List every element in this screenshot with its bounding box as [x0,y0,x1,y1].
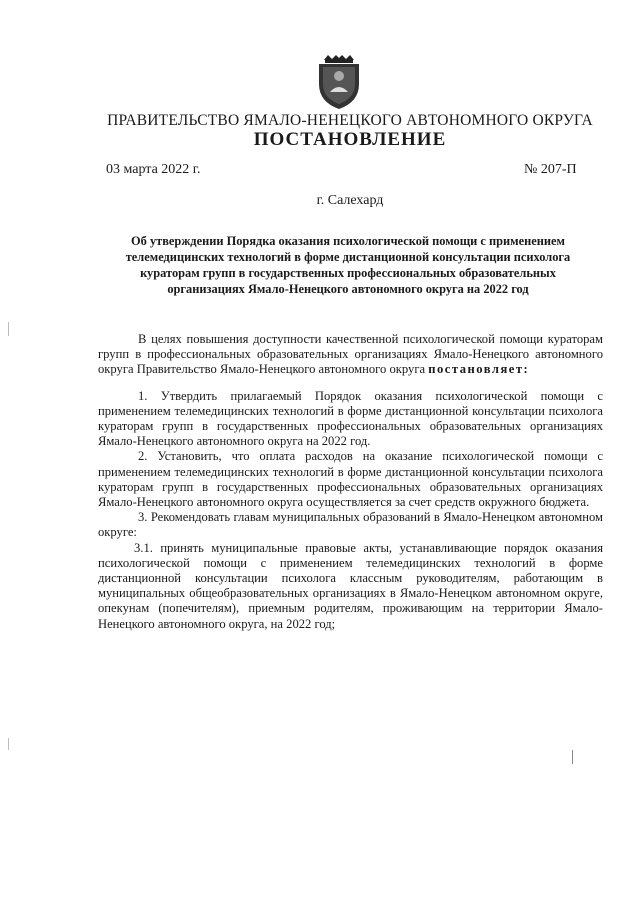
coat-of-arms-icon [316,54,362,110]
paragraph-1: 1. Утвердить прилагаемый Порядок оказания психологической помощи с применением телемедицинских технологий в форме дистанционной консультации психолога кураторам групп в государственных профессиональных образовательных организациях Ямало-Ненецкого автономного округа на 2022 год. [98,388,603,449]
resolves-word: постановляет: [428,362,530,377]
paragraph-3-1: 3.1. принять муниципальные правовые акты, устанавливающие порядок оказания психологической помощи с применением телемедицинских технологий в форме дистанционной консультации психолога классным руководителям, работающим в муниципальных общеобразовательных организациях в Ямало-Ненецком автономном округе, опекунам (попечителям), приемным родителям, проживающим на территории Ямало-Ненецкого автономного округа, на 2022 год; [98,540,603,631]
document-number: № 207-П [524,162,577,177]
margin-mark [8,322,9,336]
document-body [98,332,603,632]
intro-paragraph [98,332,603,378]
government-title: ПРАВИТЕЛЬСТВО ЯМАЛО-НЕНЕЦКОГО АВТОНОМНОГО ОКРУГА [107,112,593,129]
margin-mark [572,750,573,764]
document-type: ПОСТАНОВЛЕНИЕ [253,129,447,150]
margin-mark [8,738,9,750]
document-subject: Об утверждении Порядка оказания психологической помощи с применением телемедицинских технологий в форме дистанционной консультации психолога кураторам групп в государственных профессиональных образовательных организациях Ямало-Ненецкого автономного округа на 2022 год [125,234,571,296]
intro-text: В целях повышения доступности качественной психологической помощи кураторам групп в профессиональных образовательных организациях Ямало-Ненецкого автономного округа Правительство Ямало-Ненецкого автономного округа [98,332,603,377]
paragraph-2: 2. Установить, что оплата расходов на оказание психологической помощи с применением телемедицинских технологий в форме дистанционной консультации психолога кураторам групп в государственных профессиональных образовательных организациях Ямало-Ненецкого автономного округа осуществляется за счет средств окружного бюджета. [98,449,603,510]
document-city: г. Салехард [316,193,384,208]
document-date: 03 марта 2022 г. [106,162,201,177]
paragraph-3: 3. Рекомендовать главам муниципальных образований в Ямало-Ненецком автономном округе: [98,510,603,540]
